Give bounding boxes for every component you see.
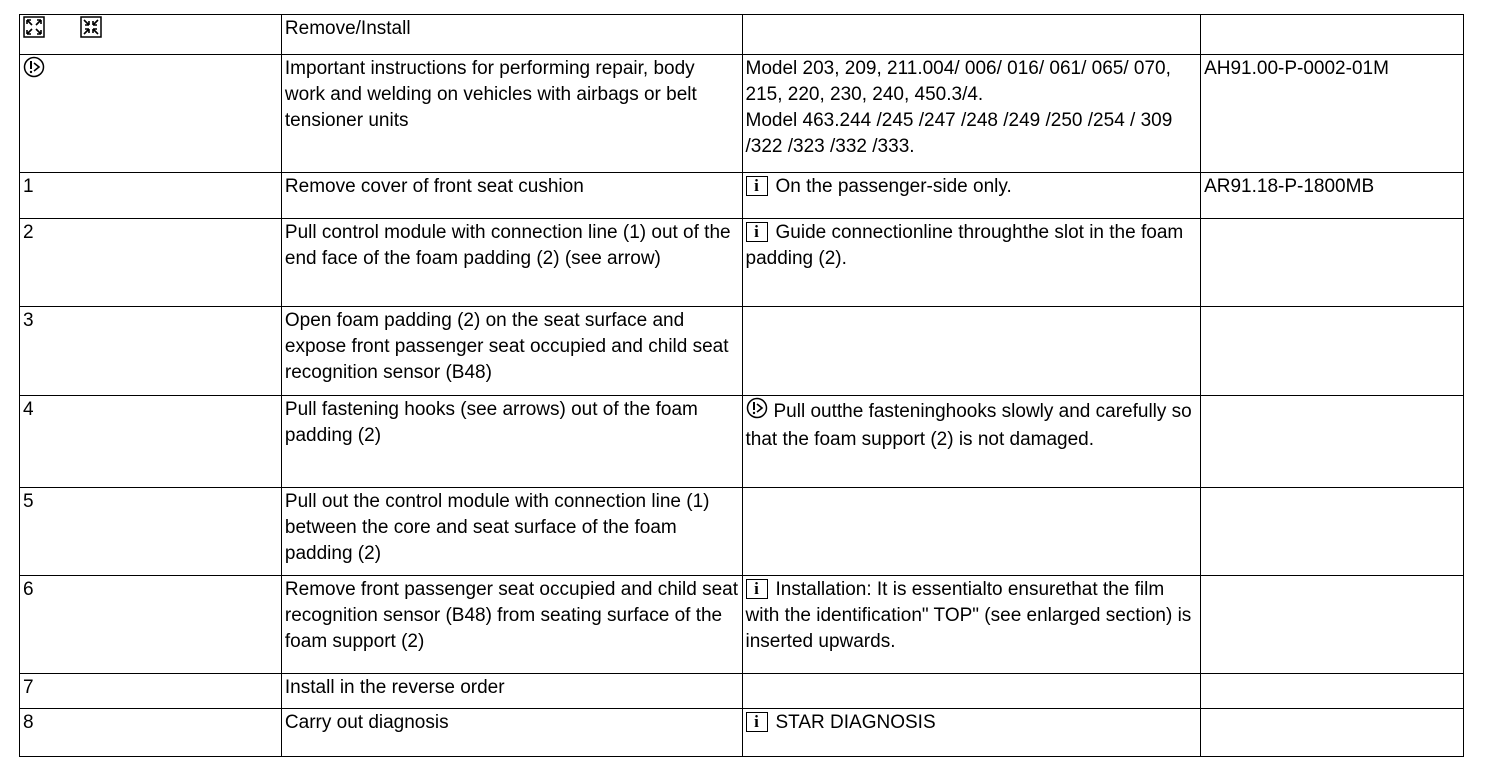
note-text: STAR DIAGNOSIS (775, 712, 936, 733)
note-text: Guide connectionline throughthe slot in the foam padding (2). (745, 222, 1184, 269)
step-number: 4 (20, 396, 282, 488)
header-title: Remove/Install (281, 15, 742, 55)
reference-link[interactable]: AR91.18-P-1800MB (1201, 173, 1464, 219)
action-text: Remove cover of front seat cushion (281, 173, 742, 219)
reference-link[interactable]: AH91.00-P-0002-01M (1201, 55, 1464, 173)
table-row (20, 396, 1464, 488)
note-text: Installation: It is essentialto ensurethat the film with the identification" TOP" (see enlarged section) is inserted upwards. (745, 579, 1192, 652)
action-text: Install in the reverse order (281, 674, 742, 709)
caution-icon (746, 397, 768, 427)
action-text: Pull fastening hooks (see arrows) out of the foam padding (2) (281, 396, 742, 488)
step-number: 1 (20, 173, 282, 219)
action-text: Important instructions for performing repair, body work and welding on vehicles with airbags or belt tensioner units (281, 55, 742, 173)
info-icon: i (746, 579, 768, 599)
step-number: 8 (20, 709, 282, 757)
info-icon: i (746, 222, 768, 242)
action-text: Carry out diagnosis (281, 709, 742, 757)
table-row (20, 307, 1464, 396)
table-row (20, 55, 1464, 173)
step-number: 6 (20, 576, 282, 674)
model-list-1: Model 203, 209, 211.004/ 006/ 016/ 061/ 065/ 070, 215, 220, 230, 240, 450.3/4. (745, 58, 1171, 105)
info-icon: i (746, 176, 768, 196)
model-list-2: Model 463.244 /245 /247 /248 /249 /250 /254 / 309 /322 /323 /332 /333. (745, 110, 1173, 157)
table-row (20, 488, 1464, 576)
table-row (20, 219, 1464, 307)
action-text: Open foam padding (2) on the seat surface and expose front passenger seat occupied and child seat recognition sensor (B48) (281, 307, 742, 396)
step-number: 2 (20, 219, 282, 307)
note-text: On the passenger-side only. (775, 176, 1012, 197)
action-text: Remove front passenger seat occupied and child seat recognition sensor (B48) from seating surface of the foam support (2) (281, 576, 742, 674)
step-number: 3 (20, 307, 282, 396)
remove-icon (23, 16, 45, 46)
table-row (20, 709, 1464, 757)
action-text: Pull control module with connection line (1) out of the end face of the foam padding (2) (see arrow) (281, 219, 742, 307)
note-text: Pull outthe fasteninghooks slowly and carefully so that the foam support (2) is not damaged. (745, 401, 1192, 450)
info-icon: i (746, 712, 768, 732)
install-icon (80, 16, 102, 46)
icons-cell (20, 15, 282, 55)
step-number: 7 (20, 674, 282, 709)
table-row (20, 674, 1464, 709)
caution-icon (23, 56, 45, 86)
action-text: Pull out the control module with connection line (1) between the core and seat surface of the foam padding (2) (281, 488, 742, 576)
step-number: 5 (20, 488, 282, 576)
table-row-header (20, 15, 1464, 55)
procedure-table (19, 14, 1464, 757)
note-text (742, 55, 1201, 173)
table-row (20, 173, 1464, 219)
table-row (20, 576, 1464, 674)
